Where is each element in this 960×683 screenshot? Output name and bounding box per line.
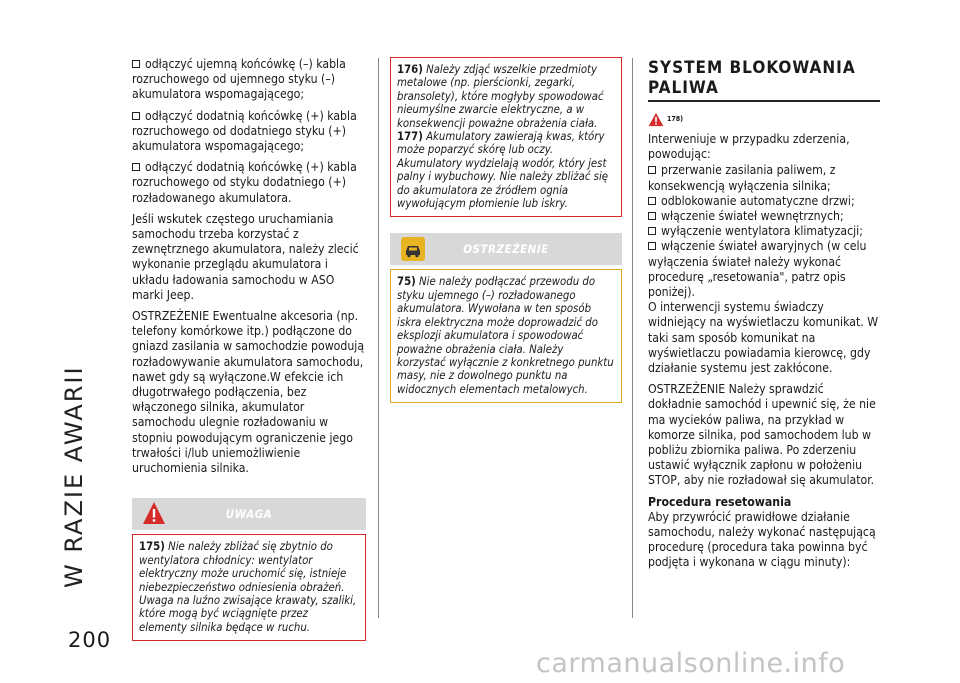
warning-triangle-icon	[648, 112, 664, 127]
column-divider	[632, 58, 633, 618]
note-text: Nie należy zbliżać się zbytnio do wentylatora chłodnicy: wentylator elektryczny może uruchomić się, istnieje niebezpieczeństwo odniesienia obrażeń. Uwaga na luźno zwisające krawaty, szaliki, które mogą być wciągnięte przez elementy silnika będące w ruchu.	[139, 540, 357, 634]
note-number: 177)	[397, 130, 423, 144]
paragraph: O interwencji systemu świadczy widniejący na wyświetlaczu komunikat. W taki sam sposób komunikat na wyświetlaczu powiadamia kierowcę, gdy działanie systemu jest zakłócone.	[648, 300, 879, 376]
list-item: wyłączenie wentylatora klimatyzacji;	[648, 224, 880, 239]
bullet-square-icon	[132, 60, 140, 68]
bullet-square-icon	[648, 242, 656, 250]
paragraph: Interweniuje w przypadku zderzenia, powodując:	[648, 132, 850, 162]
warning-banner-label: UWAGA	[225, 507, 273, 522]
bullet-square-icon	[648, 166, 656, 174]
warning-note-box	[132, 534, 366, 641]
section-title: SYSTEM BLOKOWANIA PALIWA	[648, 58, 856, 98]
caution-banner-label: OSTRZEŻENIE	[463, 242, 549, 257]
chapter-title-text: W RAZIE AWARII	[60, 365, 88, 588]
chapter-title-vertical	[60, 48, 100, 588]
list-item: odłączyć dodatnią końcówkę (+) kabla rozruchowego od styku dodatniego (+) rozładowanego akumulatora.	[132, 160, 357, 205]
bullet-square-icon	[132, 112, 140, 120]
note-text: Nie należy podłączać przewodu do styku ujemnego (–) rozładowanego akumulatora. Wywołana w ten sposób iskra elektryczna może doprowadzić do eksplozji akumulatora i spowodować poważne obrażenia ciała. Należy korzystać wyłącznie z konkretnego punktu masy, nie z dowolnego punktu na widocznych elementach metalowych.	[397, 275, 614, 396]
paragraph: Aby przywrócić prawidłowe działanie samochodu, należy wykonać następującą procedurę (procedura taka powinna być podjęta i wykonana w ciągu minuty):	[648, 509, 876, 570]
list-item: odłączyć dodatnią końcówkę (+) kabla rozruchowego od dodatniego styku (+) akumulatora wspomagającego;	[132, 108, 357, 154]
watermark: carmanualsonline.info	[536, 648, 846, 679]
warning-banner	[132, 498, 366, 530]
list-item: włączenie świateł awaryjnych (w celu wyłączenia świateł należy wykonać procedurę „resetowania", patrz opis poniżej).	[648, 239, 867, 300]
list-item: odblokowanie automatyczne drzwi;	[648, 194, 880, 209]
subheading: Procedura resetowania	[648, 494, 792, 509]
note-number: 175)	[139, 540, 165, 554]
note-number: 176)	[397, 63, 423, 76]
note-number: 75)	[397, 275, 416, 289]
bullet-square-icon	[648, 227, 656, 235]
bullet-square-icon	[132, 163, 140, 171]
section-underline	[648, 100, 880, 102]
paragraph: OSTRZEŻENIE Ewentualne akcesoria (np. telefony komórkowe itp.) podłączone do gniazd zasilania w samochodzie powodują rozładowywanie akumulatora samochodu, nawet gdy są wyłączone.W efekcie ich długotrwałego podłączenia, bez włączonego silnika, akumulator samochodu ulegnie rozładowaniu w stopniu powodującym ograniczenie jego trwałości i/lub uniemożliwienie uruchomienia silnika.	[132, 309, 365, 476]
paragraph: OSTRZEŻENIE Należy sprawdzić dokładnie samochód i upewnić się, że nie ma wycieków paliwa, na przykład w komorze silnika, pod samochodem lub w pobliżu zbiornika paliwa. Po zderzeniu ustawić wyłącznik zapłonu w położeniu STOP, aby nie rozładował się akumulator.	[648, 382, 876, 488]
warning-ref-number: 178)	[667, 115, 684, 123]
page-number: 200	[68, 628, 112, 652]
column-3	[648, 58, 880, 577]
warning-note-box	[390, 57, 622, 217]
list-item: przerwanie zasilania paliwem, z konsekwencją wyłączenia silnika;	[648, 163, 836, 193]
note-text: Należy zdjąć wszelkie przedmioty metalowe (np. pierścionki, zegarki, bransolety), które mogłyby spowodować nieumyślne zwarcie elektryczne, a w konsekwencji poważne obrażenia ciała.	[397, 63, 604, 130]
column-divider	[378, 58, 379, 618]
paragraph: Jeśli wskutek częstego uruchamiania samochodu trzeba korzystać z zewnętrznego akumulatora, należy zlecić wykonanie przeglądu akumulatora i układu ładowania samochodu w ASO marki Jeep.	[132, 211, 359, 302]
list-item: włączenie świateł wewnętrznych;	[648, 209, 880, 224]
column-1	[132, 57, 366, 641]
column-2	[390, 57, 622, 403]
caution-note-box	[390, 269, 622, 403]
note-text: Akumulatory zawierają kwas, który może poparzyć skórę lub oczy. Akumulatory wydzielają wodór, który jest palny i wybuchowy. Nie należy zbliżać się do akumulatora ze źródłem ognia wywołującym płomienie lub iskry.	[397, 130, 609, 211]
bullet-square-icon	[648, 212, 656, 220]
list-item: odłączyć ujemną końcówkę (–) kabla rozruchowego od ujemnego styku (–) akumulatora wspomagającego;	[132, 57, 346, 102]
warning-reference	[648, 112, 880, 130]
caution-banner	[390, 233, 622, 265]
bullet-square-icon	[648, 197, 656, 205]
